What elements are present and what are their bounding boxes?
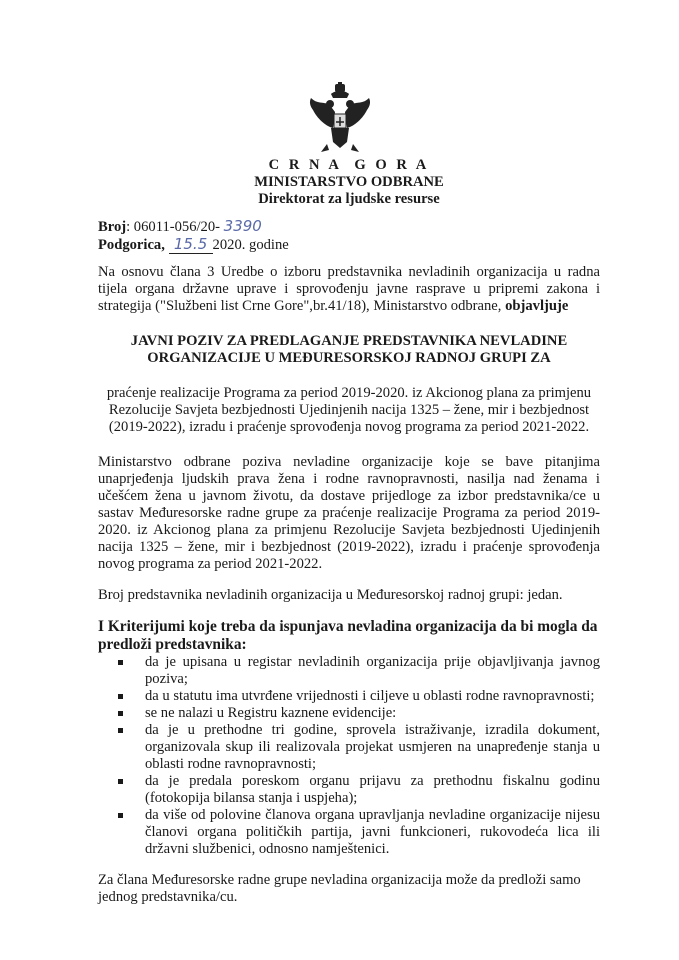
list-item: da je u prethodne tri godine, sprovela istraživanje, izradila dokument, organizovala skup ili realizovala projekat usmjeren na unapređenje stanja u oblasti rodne ravnopravnosti;: [145, 722, 600, 772]
handwritten-number: 3390: [223, 217, 262, 235]
representative-count: Broj predstavnika nevladinih organizacija u Međuresorskoj radnoj grupi: jedan.: [98, 587, 563, 603]
handwritten-date: 15.5: [169, 236, 213, 254]
closing-paragraph: Za člana Međuresorske radne grupe nevladina organizacija može da predloži samo jednog predstavnika/cu.: [98, 872, 581, 905]
document-subtitle: praćenje realizacije Programa za period 2019-2020. iz Akcionog plana za primjenu Rezolucije Savjeta bezbjednosti Ujedinjenih nacija 1325 – žene, mir i bezbjednost (2019-2022), izradu i praćenje sprovođenja novog programa za period 2021-2022.: [106, 385, 592, 435]
reference-block: [98, 218, 600, 254]
country-name: C R N A G O R A: [268, 157, 430, 173]
reference-date: Podgorica, 15.5 2020. godine: [98, 235, 289, 253]
document-body: [98, 0, 600, 926]
document-title: JAVNI POZIV ZA PREDLAGANJE PREDSTAVNIKA NEVLADINE ORGANIZACIJE U MEĐURESORSKOJ RADNOJ GRUPI ZA: [130, 333, 568, 366]
list-item: se ne nalazi u Registru kaznene evidencije:: [145, 705, 600, 722]
criteria-section: [98, 618, 600, 858]
list-item: da je upisana u registar nevladinih organizacija prije objavljivanja javnog poziva;: [145, 654, 600, 687]
list-item: da je predala poreskom organu prijavu za prethodnu fiskalnu godinu (fotokopija bilansa stanja i uspjeha);: [145, 773, 600, 806]
intro-paragraph: Na osnovu člana 3 Uredbe o izboru predstavnika nevladinih organizacija u radna tijela organa državne uprave i sprovođenju javne rasprave u pripremi zakona i strategija ("Službeni list Crne Gore",br.41/18), Ministarstvo odbrane, objavljuje: [98, 264, 600, 314]
list-item: da u statutu ima utvrđene vrijednosti i ciljeve u oblasti rodne ravnopravnosti;: [145, 688, 600, 705]
directorate-name: Direktorat za ljudske resurse: [258, 191, 440, 207]
letterhead: [98, 157, 600, 208]
reference-number: Broj: 06011-056/20- 3390: [98, 217, 262, 235]
ministry-name: MINISTARSTVO ODBRANE: [254, 174, 444, 190]
criteria-list: [98, 654, 600, 858]
criteria-heading: I Kriterijumi koje treba da ispunjava nevladina organizacija da bi mogla da predloži predstavnika:: [98, 618, 598, 653]
list-item: da više od polovine članova organa upravljanja nevladine organizacije nijesu članovi organa političkih partija, javni funkcioneri, rukovodeća lica ili državni službenici, odnosno namještenici.: [145, 807, 600, 857]
invitation-paragraph: Ministarstvo odbrane poziva nevladine organizacije koje se bave pitanjima unaprjeđenja ljudskih prava žena i rodne ravnopravnosti, nasilja nad ženama i učešćem žena u javnom životu, da dostave prijedloge za izbor predstavnika/ce u sastav Međuresorske radne grupe za praćenje realizacije Programa za period 2019-2020. iz Akcionog plana za primjenu Rezolucije Savjeta bezbjednosti Ujedinjenih nacija 1325 – žene, mir i bezbjednost (2019-2022), izradu i praćenje sprovođenja novog programa za period 2021-2022.: [98, 454, 600, 572]
